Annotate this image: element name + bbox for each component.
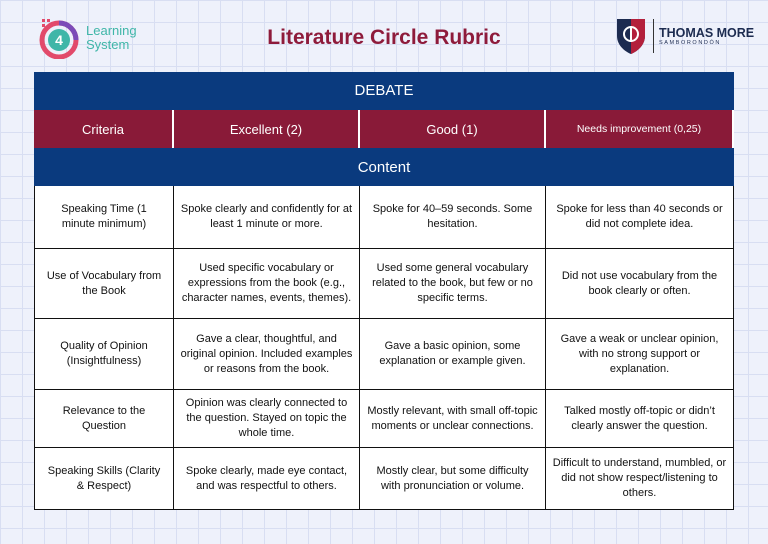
row-1-criteria: Speaking Time (1 minute minimum): [34, 186, 174, 249]
column-header-needs-improvement: Needs improvement (0,25): [546, 110, 734, 148]
row-5-needs-improvement: Difficult to understand, mumbled, or did not show respect/listening to others.: [546, 448, 734, 510]
row-4-good: Mostly relevant, with small off-topic moments or unclear connections.: [360, 390, 546, 448]
logo-subtitle: SAMBORONDÓN: [659, 40, 721, 46]
page-title: Literature Circle Rubric: [267, 26, 501, 49]
row-4-excellent: Opinion was clearly connected to the question. Stayed on topic the whole time.: [174, 390, 360, 448]
row-2-needs-improvement: Did not use vocabulary from the book clearly or often.: [546, 249, 734, 319]
column-header-good: Good (1): [360, 110, 546, 148]
row-2-excellent: Used specific vocabulary or expressions from the book (e.g., character names, events, themes).: [174, 249, 360, 319]
row-2-good: Used some general vocabulary related to the book, but few or no specific terms.: [360, 249, 546, 319]
row-3-needs-improvement: Gave a weak or unclear opinion, with no strong support or explanation.: [546, 319, 734, 390]
row-4-criteria: Relevance to the Question: [34, 390, 174, 448]
row-1-good: Spoke for 40–59 seconds. Some hesitation.: [360, 186, 546, 249]
row-1-needs-improvement: Spoke for less than 40 seconds or did not complete idea.: [546, 186, 734, 249]
rubric-table: [34, 72, 734, 510]
row-3-criteria: Quality of Opinion (Insightfulness): [34, 319, 174, 390]
row-1-excellent: Spoke clearly and confidently for at least 1 minute or more.: [174, 186, 360, 249]
thomas-more-shield-icon: [614, 16, 648, 56]
column-header-excellent: Excellent (2): [174, 110, 360, 148]
row-5-excellent: Spoke clearly, made eye contact, and was respectful to others.: [174, 448, 360, 510]
logo-name: THOMAS MORE: [659, 26, 755, 40]
logo-line-1: Learning: [86, 23, 137, 38]
category-header: Content: [34, 148, 734, 186]
row-5-criteria: Speaking Skills (Clarity & Respect): [34, 448, 174, 510]
row-3-excellent: Gave a clear, thoughtful, and original opinion. Included examples or reasons from the book.: [174, 319, 360, 390]
logo-digit: 4: [55, 32, 63, 48]
thomas-more-logo: [614, 16, 754, 56]
row-5-good: Mostly clear, but some difficulty with pronunciation or volume.: [360, 448, 546, 510]
section-header: DEBATE: [34, 72, 734, 110]
row-2-criteria: Use of Vocabulary from the Book: [34, 249, 174, 319]
logo-line-2: System: [86, 37, 130, 52]
page-header: [0, 0, 768, 72]
row-3-good: Gave a basic opinion, some explanation or example given.: [360, 319, 546, 390]
row-4-needs-improvement: Talked mostly off-topic or didn’t clearly answer the question.: [546, 390, 734, 448]
column-header-criteria: Criteria: [34, 110, 174, 148]
